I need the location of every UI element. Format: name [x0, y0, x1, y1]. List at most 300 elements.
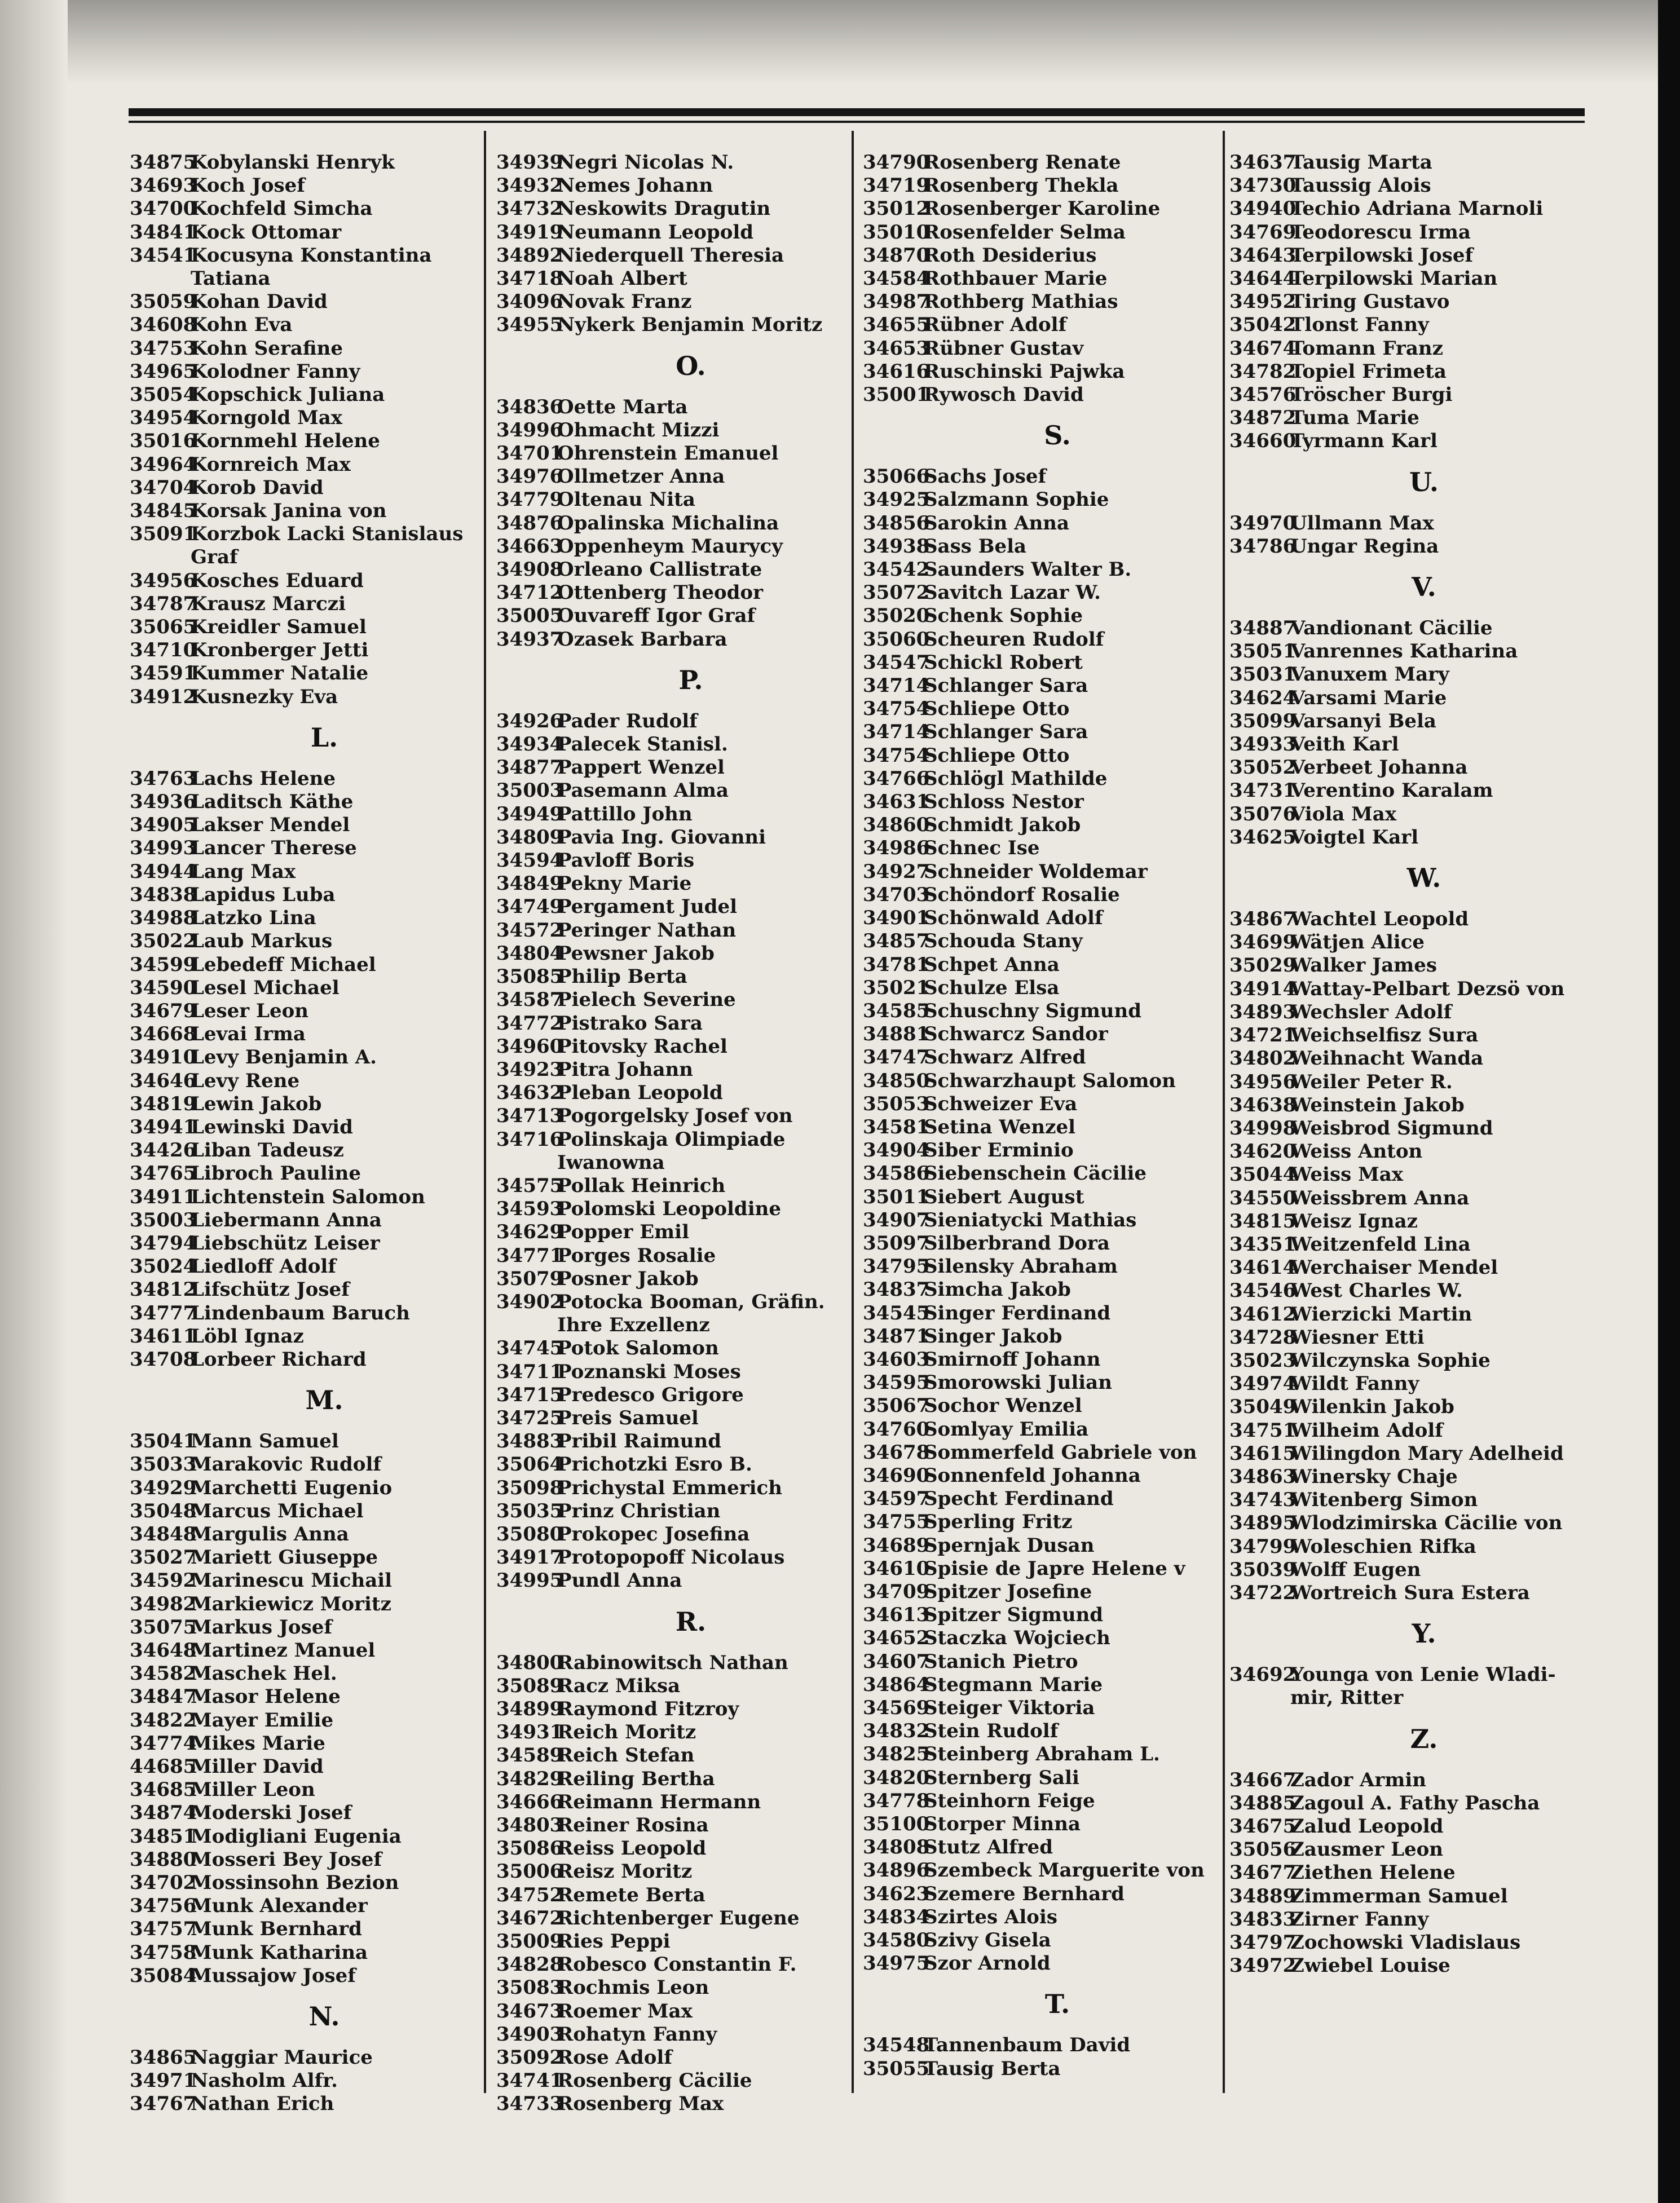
entry-number: 35052 [1229, 756, 1297, 779]
entry-name: Reiss Leopold [557, 1837, 707, 1860]
entry-number: 34708 [130, 1348, 197, 1371]
directory-entry [496, 1860, 885, 1883]
directory-entry [496, 1337, 885, 1360]
entry-number: 35003 [496, 779, 563, 802]
entry-name: Pogorgelsky Josef von [557, 1105, 793, 1128]
directory-entry [496, 151, 885, 174]
entry-number: 34615 [1229, 1442, 1297, 1465]
entry-name: Kronberger Jetti [191, 639, 369, 662]
entry-number: 34611 [130, 1325, 197, 1348]
entry-number: 35064 [496, 1453, 563, 1476]
directory-entry [863, 628, 1252, 651]
directory-entry [496, 442, 885, 465]
entry-number: 34595 [863, 1371, 930, 1394]
entry-number: 34745 [496, 1337, 563, 1360]
directory-entry [1229, 1908, 1619, 1931]
directory-entry [863, 814, 1252, 837]
entry-name: Oltenau Nita [557, 488, 695, 511]
entry-name: Roemer Max [557, 1999, 693, 2023]
entry-name: Pribil Raimund [557, 1430, 722, 1453]
entry-number: 34096 [496, 290, 563, 314]
entry-name: Schwarcz Sandor [924, 1023, 1108, 1046]
entry-number: 34925 [863, 488, 930, 511]
entry-number: 34731 [1229, 779, 1297, 802]
entry-name: Singer Jakob [924, 1325, 1062, 1348]
entry-name: Richtenberger Eugene [557, 1906, 800, 1930]
directory-entry [863, 791, 1252, 814]
directory-entry [130, 767, 519, 791]
directory-entry [496, 1175, 885, 1198]
entry-number: 35060 [863, 628, 930, 651]
entry-name: Stutz Alfred [924, 1836, 1053, 1859]
directory-entry [130, 337, 519, 360]
entry-name: Somlyay Emilia [924, 1418, 1089, 1441]
entry-number: 34864 [863, 1673, 930, 1696]
entry-name: Marinescu Michail [191, 1569, 393, 1592]
entry-number: 34982 [130, 1592, 197, 1615]
entry-name: Libroch Pauline [191, 1162, 361, 1185]
directory-entry [863, 674, 1252, 697]
entry-name: Racz Miksa [557, 1674, 681, 1697]
entry-number: 34713 [496, 1105, 563, 1128]
entry-name: Wätjen Alice [1290, 931, 1425, 954]
entry-name: Rohatyn Fanny [557, 2023, 717, 2046]
directory-entry [863, 1487, 1252, 1511]
entry-number: 34975 [863, 1952, 930, 1975]
entry-number: 34703 [863, 883, 930, 906]
directory-entry [130, 1871, 519, 1895]
directory-entry [1229, 290, 1619, 314]
directory-entry [496, 1500, 885, 1523]
entry-name: Sass Bela [924, 535, 1027, 558]
directory-entry [1229, 1303, 1619, 1326]
entry-number: 34902 [496, 1290, 563, 1313]
entry-number: 34883 [496, 1430, 563, 1453]
entry-number: 34704 [130, 476, 197, 499]
directory-entry [496, 512, 885, 535]
directory-entry [1229, 1117, 1619, 1140]
directory-entry [863, 697, 1252, 721]
directory-entry [1229, 1535, 1619, 1559]
entry-number: 34754 [863, 744, 930, 767]
entry-number: 34569 [863, 1697, 930, 1719]
directory-entry [863, 1302, 1252, 1325]
directory-entry [863, 1906, 1252, 1929]
entry-name: Weisbrod Sigmund [1290, 1116, 1493, 1140]
entry-number: 34607 [863, 1650, 930, 1673]
entry-number: 34585 [863, 999, 930, 1022]
entry-number: 34653 [863, 337, 930, 360]
entry-number: 34660 [1229, 430, 1297, 453]
directory-entry [496, 1128, 885, 1151]
entry-name: Weiss Anton [1290, 1140, 1423, 1163]
directory-entry [496, 1058, 885, 1081]
entry-name: Sonnenfeld Johanna [924, 1464, 1141, 1487]
directory-entry [496, 1035, 885, 1058]
entry-number: 35009 [496, 1930, 563, 1953]
entry-number: 34892 [496, 244, 563, 267]
directory-entry [863, 1162, 1252, 1185]
directory-entry [130, 1348, 519, 1371]
entry-name: Latzko Lina [191, 907, 316, 930]
entry-number: 34929 [130, 1476, 197, 1499]
entry-number: 34847 [130, 1685, 197, 1708]
directory-entry [496, 244, 885, 267]
directory-entry [863, 151, 1252, 174]
entry-number: 34917 [496, 1546, 563, 1569]
entry-number: 34845 [130, 500, 197, 523]
entry-number: 34952 [1229, 290, 1297, 314]
entry-number: 34794 [130, 1231, 197, 1255]
entry-name: Zagoul A. Fathy Pascha [1290, 1791, 1540, 1815]
entry-number: 34709 [863, 1580, 930, 1603]
entry-number: 34772 [496, 1012, 563, 1035]
entry-name: Reiner Rosina [557, 1814, 709, 1836]
entry-name: Rosenberg Max [557, 2092, 724, 2116]
directory-entry [496, 1477, 885, 1500]
entry-name: Ihre Exzellenz [557, 1314, 710, 1337]
entry-name: Rosenberg Cäcilie [557, 2069, 752, 2092]
directory-entry [496, 1652, 885, 1675]
directory-entry [1229, 1326, 1619, 1349]
entry-number: 35042 [1229, 314, 1297, 337]
entry-name: Löbl Ignaz [191, 1325, 304, 1348]
entry-name: Reisz Moritz [557, 1860, 693, 1883]
directory-entry [863, 744, 1252, 767]
entry-name: Rabinowitsch Nathan [557, 1651, 788, 1674]
entry-name: Kornreich Max [191, 453, 351, 476]
entry-number: 35053 [863, 1092, 930, 1115]
directory-entry [130, 639, 519, 662]
entry-number: 34889 [1229, 1884, 1297, 1908]
directory-entry [863, 1418, 1252, 1441]
directory-entry [863, 1255, 1252, 1278]
entry-number: 34933 [1229, 733, 1297, 756]
entry-number: 35016 [130, 430, 197, 453]
entry-number: 34976 [496, 465, 563, 488]
directory-entry [496, 1430, 885, 1453]
entry-name: Rosenfelder Selma [924, 220, 1126, 244]
entry-number: 34714 [863, 721, 930, 744]
directory-entry [130, 1477, 519, 1500]
entry-name: Schlanger Sara [924, 674, 1088, 697]
directory-entry [863, 1767, 1252, 1790]
entry-name: West Charles W. [1290, 1279, 1463, 1303]
entry-name: Nemes Johann [557, 174, 713, 197]
entry-name: Rochmis Leon [557, 1976, 709, 1999]
entry-number: 34728 [1229, 1326, 1297, 1349]
entry-number: 34612 [1229, 1303, 1297, 1326]
entry-number: 34756 [130, 1895, 197, 1918]
entry-name: Levy Rene [191, 1069, 300, 1092]
entry-number: 34580 [863, 1929, 930, 1952]
entry-name: Terpilowski Josef [1290, 244, 1474, 267]
entry-number: 35098 [496, 1476, 563, 1499]
entry-name: Schliepe Otto [924, 697, 1070, 721]
entry-number: 35084 [130, 1964, 197, 1987]
entry-name: Koch Josef [191, 174, 305, 197]
directory-entry [130, 860, 519, 884]
entry-name: Sachs Josef [924, 465, 1047, 488]
entry-number: 34599 [130, 953, 197, 976]
letter-heading: R. [675, 1606, 707, 1637]
entry-name: Lang Max [191, 860, 296, 883]
entry-name: Pekny Marie [557, 872, 692, 895]
directory-entry [130, 174, 519, 197]
entry-name: Sommerfeld Gabriele von [924, 1441, 1197, 1464]
entry-number: 35021 [863, 976, 930, 999]
directory-entry [1229, 826, 1619, 849]
entry-number: 34993 [130, 837, 197, 860]
directory-entry [496, 779, 885, 802]
directory-entry [496, 1361, 885, 1384]
directory-entry [1229, 1954, 1619, 1977]
directory-entry [863, 907, 1252, 930]
entry-name: Liebermann Anna [191, 1208, 382, 1231]
entry-number: 34895 [1229, 1512, 1297, 1535]
entry-name: Ozasek Barbara [557, 628, 727, 651]
entry-number: 34912 [130, 685, 197, 708]
directory-entry [863, 383, 1252, 407]
entry-number: 35055 [863, 2057, 930, 2080]
entry-number: 34799 [1229, 1535, 1297, 1558]
entry-name: Stein Rudolf [924, 1720, 1059, 1743]
entry-name: Setina Wenzel [924, 1115, 1076, 1138]
entry-name: Lindenbaum Baruch [191, 1301, 410, 1325]
entry-number: 34822 [130, 1708, 197, 1732]
entry-number: 34597 [863, 1487, 930, 1511]
entry-name: Wolff Eugen [1290, 1558, 1421, 1581]
entry-number: 35080 [496, 1522, 563, 1546]
directory-entry [863, 1023, 1252, 1046]
directory-entry [1229, 221, 1619, 244]
entry-number: 35089 [496, 1674, 563, 1697]
entry-name: Laditsch Käthe [191, 791, 354, 814]
directory-entry [496, 290, 885, 314]
entry-number: 34652 [863, 1627, 930, 1650]
entry-number: 34608 [130, 314, 197, 337]
entry-name: Younga von Lenie Wladi- [1290, 1663, 1556, 1687]
entry-number: 34715 [496, 1383, 563, 1406]
directory-entry [130, 1895, 519, 1918]
scan-border-right [1658, 0, 1680, 2203]
directory-entry [130, 1046, 519, 1069]
entry-name: Negri Nicolas N. [557, 151, 734, 174]
directory-entry [863, 488, 1252, 511]
entry-number: 34851 [130, 1825, 197, 1848]
entry-name: Schönwald Adolf [924, 907, 1103, 930]
directory-entry [130, 430, 519, 453]
entry-number: 34825 [863, 1743, 930, 1766]
directory-entry [130, 953, 519, 977]
entry-name: Munk Katharina [191, 1941, 368, 1964]
entry-name: Schuschny Sigmund [924, 999, 1142, 1022]
directory-entry [863, 767, 1252, 791]
entry-name: Teodorescu Irma [1290, 220, 1471, 244]
entry-number: 34848 [130, 1522, 197, 1546]
entry-name: Pundl Anna [557, 1569, 682, 1592]
directory-entry [863, 1046, 1252, 1069]
directory-entry [496, 221, 885, 244]
directory-entry [863, 558, 1252, 581]
entry-number: 35075 [130, 1615, 197, 1639]
directory-entry [863, 1325, 1252, 1348]
directory-entry [863, 1557, 1252, 1580]
directory-entry [496, 2069, 885, 2092]
entry-number: 34790 [863, 151, 930, 174]
entry-name: Silensky Abraham [924, 1255, 1118, 1278]
directory-entry [863, 977, 1252, 1000]
entry-name: Weissbrem Anna [1290, 1186, 1470, 1209]
entry-name: Wortreich Sura Estera [1290, 1581, 1530, 1604]
entry-name: Noah Albert [557, 267, 687, 290]
entry-name: Marcus Michael [191, 1499, 364, 1522]
entry-name: Rywosch David [924, 383, 1084, 407]
entry-name: Tyrmann Karl [1290, 430, 1438, 453]
entry-number: 34620 [1229, 1140, 1297, 1163]
directory-entry [863, 314, 1252, 337]
entry-name: Rothberg Mathias [924, 290, 1118, 314]
directory-entry [1229, 1489, 1619, 1512]
entry-number: 34693 [130, 174, 197, 197]
entry-number: 34987 [863, 290, 930, 314]
entry-name: Reimann Hermann [557, 1790, 761, 1813]
directory-entry [496, 733, 885, 756]
directory-entry [130, 244, 519, 267]
directory-entry [863, 1952, 1252, 1975]
entry-name: Ohmacht Mizzi [557, 418, 720, 442]
entry-number: 34832 [863, 1720, 930, 1743]
entry-name: Lachs Helene [191, 767, 336, 790]
entry-number: 35005 [496, 604, 563, 628]
entry-number: 35027 [130, 1546, 197, 1569]
entry-number: 34803 [496, 1814, 563, 1836]
directory-entry [496, 849, 885, 872]
directory-entry [130, 1709, 519, 1732]
entry-name: Lewinski David [191, 1115, 353, 1138]
directory-entry [496, 803, 885, 826]
directory-entry [1229, 430, 1619, 453]
directory-entry-continuation [496, 1151, 885, 1175]
entry-name: Kolodner Fanny [191, 360, 360, 383]
page-shadow-left [0, 0, 68, 2203]
entry-name: Kochfeld Simcha [191, 197, 373, 220]
entry-number: 34944 [130, 860, 197, 883]
entry-name: Ruschinski Pajwka [924, 360, 1125, 383]
entry-number: 34970 [1229, 511, 1297, 535]
directory-entry [863, 1070, 1252, 1093]
entry-name: Markus Josef [191, 1615, 332, 1639]
entry-name: Tuma Marie [1290, 407, 1419, 430]
directory-entry [130, 2069, 519, 2092]
entry-number: 34624 [1229, 686, 1297, 709]
entry-name: Poznanski Moses [557, 1360, 741, 1383]
directory-entry [1229, 1187, 1619, 1210]
directory-entry [1229, 908, 1619, 931]
entry-number: 34582 [130, 1662, 197, 1685]
entry-number: 34860 [863, 814, 930, 837]
entry-number: 34584 [863, 267, 930, 290]
entry-number: 35024 [130, 1255, 197, 1278]
entry-number: 34787 [130, 592, 197, 615]
directory-entry [130, 1162, 519, 1185]
directory-entry [496, 1221, 885, 1244]
entry-name: Novak Franz [557, 290, 692, 314]
directory-entry [863, 1836, 1252, 1859]
entry-name: Schweizer Eva [924, 1092, 1078, 1115]
directory-entry [496, 488, 885, 511]
entry-number: 34581 [863, 1115, 930, 1138]
directory-entry [1229, 1024, 1619, 1047]
directory-entry-continuation [1229, 1687, 1619, 1710]
entry-name: Neumann Leopold [557, 220, 754, 244]
entry-number: 35066 [863, 465, 930, 488]
entry-name: Wilczynska Sophie [1290, 1349, 1491, 1372]
entry-name: Mikes Marie [191, 1732, 325, 1755]
entry-number: 34905 [130, 814, 197, 837]
entry-number: 35097 [863, 1231, 930, 1255]
entry-name: Modigliani Eugenia [191, 1825, 402, 1848]
entry-number: 34903 [496, 2023, 563, 2046]
entry-number: 34587 [496, 988, 563, 1012]
entry-number: 34593 [496, 1198, 563, 1221]
entry-number: 34988 [130, 907, 197, 930]
entry-number: 34998 [1229, 1116, 1297, 1140]
directory-entry [863, 953, 1252, 977]
directory-entry [1229, 360, 1619, 383]
entry-number: 34914 [1229, 977, 1297, 1000]
entry-number: 34725 [496, 1406, 563, 1429]
entry-name: Palecek Stanisl. [557, 733, 728, 756]
entry-name: Remete Berta [557, 1883, 705, 1906]
directory-entry [1229, 1559, 1619, 1582]
directory-entry [863, 337, 1252, 360]
entry-name: Siebert August [924, 1185, 1084, 1208]
directory-entry [130, 791, 519, 814]
entry-name: Kopschick Juliana [191, 383, 385, 407]
entry-name: Moderski Josef [191, 1802, 352, 1825]
entry-number: 34603 [863, 1348, 930, 1371]
entry-number: 34876 [496, 511, 563, 535]
entry-number: 34941 [130, 1115, 197, 1138]
entry-number: 34927 [863, 860, 930, 883]
entry-number: 35079 [496, 1267, 563, 1290]
directory-entry [130, 1825, 519, 1848]
directory-entry [863, 1743, 1252, 1766]
entry-name: Ullmann Max [1290, 511, 1434, 535]
entry-number: 34820 [863, 1766, 930, 1789]
entry-name: Saunders Walter B. [924, 558, 1132, 581]
directory-entry [130, 837, 519, 860]
entry-number: 34910 [130, 1046, 197, 1069]
directory-entry [1229, 687, 1619, 710]
directory-entry [130, 1778, 519, 1802]
directory-entry [1229, 197, 1619, 220]
name-column-4 [1229, 151, 1619, 1977]
directory-entry [863, 465, 1252, 488]
entry-number: 34589 [496, 1744, 563, 1767]
entry-name: Wlodzimirska Cäcilie von [1290, 1512, 1563, 1535]
entry-number: 34685 [130, 1778, 197, 1802]
entry-name: Kohan David [191, 290, 328, 314]
entry-name: Mann Samuel [191, 1430, 339, 1453]
entry-name: Pielech Severine [557, 988, 736, 1012]
directory-entry [1229, 512, 1619, 535]
entry-name: Rosenberg Renate [924, 151, 1121, 174]
entry-number: 34808 [863, 1836, 930, 1859]
directory-entry [863, 1139, 1252, 1162]
entry-number: 34749 [496, 895, 563, 919]
